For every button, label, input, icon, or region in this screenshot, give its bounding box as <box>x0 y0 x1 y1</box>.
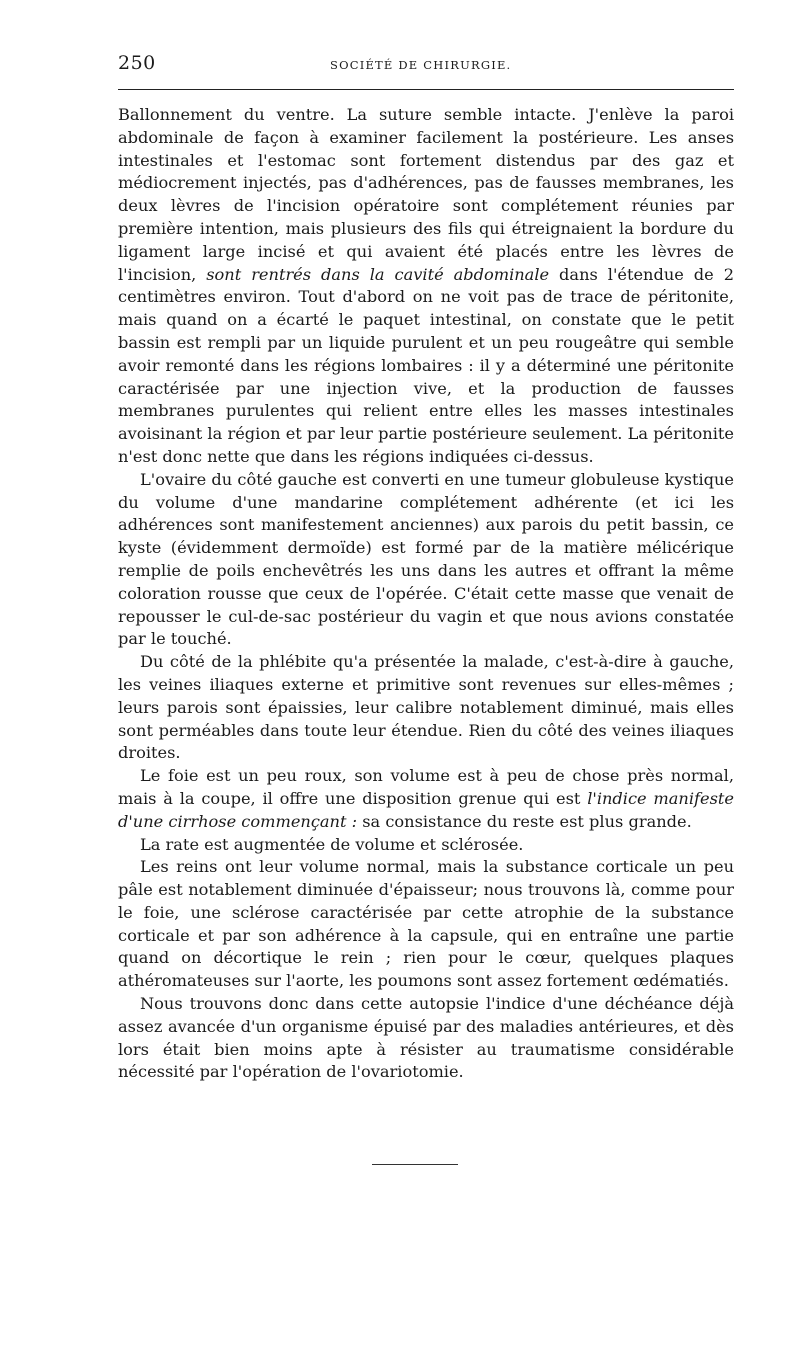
page-header <box>118 52 734 80</box>
paragraph-conclusion: Nous trouvons donc dans cette autopsie l'indice d'une déchéance déjà assez avancée d'un organisme épuisé par des maladies antérieures, et dès lors était bien moins apte à résister au traumatisme considérable nécessité par l'opération de l'ovariotomie. <box>118 994 734 1082</box>
paragraph-ovary: L'ovaire du côté gauche est converti en une tumeur globuleuse kystique du volume d'une mandarine complétement adhérente (et ici les adhérences sont manifestement anciennes) aux parois du petit bassin, ce kyste (évidemment dermoïde) est formé par de la matière mélicérique remplie de poils enchevêtrés les uns dans les autres et offrant la même coloration rousse que ceux de l'opérée. C'était cette masse que venait de repousser le cul-de-sac postérieur du vagin et que nous avions constatée par le touché. <box>118 469 734 649</box>
paragraph-text: Ballonnement du ventre. La suture semble intacte. J'enlève la paroi abdominale de façon à examiner facilement la postérieure. Les anses intestinales et l'estomac sont fortement distendus par des gaz et médiocrement injectés, pas d'adhérences, pas de fausses membranes, les deux lèvres de l'incision opératoire sont complétement réunies par première intention, mais plusieurs des fils qui étreignaient la bordure du ligament large incisé et qui avaient été placés entre les lèvres de l'incision, <box>118 105 734 284</box>
paragraph-text: Le foie est un peu roux, son volume est à peu de chose près normal, mais à la coupe, il offre une disposition grenue qui est <box>118 766 734 808</box>
paragraph-liver <box>118 765 734 833</box>
section-end-rule <box>372 1164 458 1165</box>
paragraph-text: sa consistance du reste est plus grande. <box>357 811 692 831</box>
paragraph-phlebitis: Du côté de la phlébite qu'a présentée la malade, c'est-à-dire à gauche, les veines iliaques externe et primitive sont revenues sur elles-mêmes ; leurs parois sont épaissies, leur calibre notablement diminué, mais elles sont perméables dans toute leur étendue. Rien du côté des veines iliaques droites. <box>118 652 734 763</box>
paragraph-spleen: La rate est augmentée de volume et sclérosée. <box>140 834 524 854</box>
running-head: SOCIÉTÉ DE CHIRURGIE. <box>330 58 512 72</box>
header-rule <box>118 89 734 90</box>
page-number: 250 <box>118 52 156 74</box>
emphasis-text: sont rentrés dans la cavité abdominale <box>206 264 550 284</box>
paragraph-text: dans l'étendue de 2 centimètres environ. Tout d'abord on ne voit pas de trace de péritonite, mais quand on a écarté le paquet intestinal, on constate que le petit bassin est rempli par un liquide purulent et un peu rougeâtre qui semble avoir remonté dans les régions lombaires : il y a déterminé une péritonite caractérisée par une injection vive, et la production de fausses membranes purulentes qui relient entre elles les masses intestinales avoisinant la région et par leur partie postérieure seulement. La péritonite n'est donc nette que dans les régions indiquées ci-dessus. <box>118 264 735 466</box>
body-text <box>118 104 734 1084</box>
paragraph-kidneys: Les reins ont leur volume normal, mais la substance corticale un peu pâle est notablement diminuée d'épaisseur; nous trouvons là, comme pour le foie, une sclérose caractérisée par cette atrophie de la substance corticale et par son adhérence à la capsule, qui en entraîne une partie quand on décortique le rein ; rien pour le cœur, quelques plaques athéromateuses sur l'aorte, les poumons sont assez fortement œdématiés. <box>118 857 734 991</box>
paragraph-peritoneum <box>118 104 734 469</box>
emphasis-text: l'indice manifeste d'une cirrhose commençant : <box>118 788 734 831</box>
